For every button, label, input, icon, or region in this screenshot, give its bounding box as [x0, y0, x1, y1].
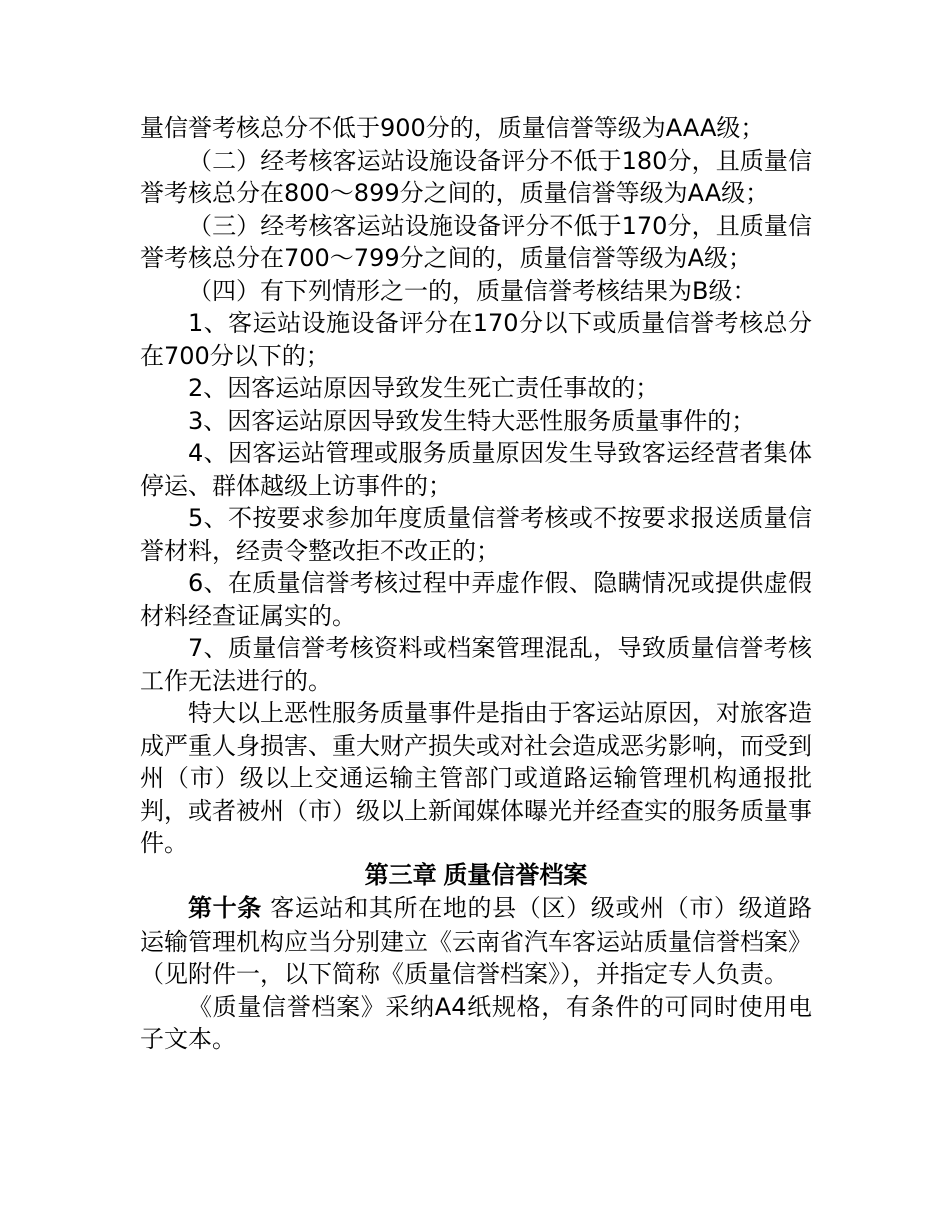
- paragraph-sub-2: 2、因客运站原因导致发生死亡责任事故的；: [188, 374, 660, 402]
- paragraph-sub-3: 3、因客运站原因导致发生特大恶性服务质量事件的；: [188, 406, 756, 435]
- paragraph-item-2: （二）经考核客运站设施设备评分不低于180分，且质量信誉考核总分在800～899分之间的，质量信誉等级为AA级；: [140, 146, 812, 207]
- paragraph-sub-7: 7、质量信誉考核资料或档案管理混乱，导致质量信誉考核工作无法进行的。: [140, 634, 812, 695]
- paragraph-archive-format: 《质量信誉档案》采纳A4纸规格，有条件的可同时使用电子文本。: [140, 992, 812, 1053]
- paragraph-definition: 特大以上恶性服务质量事件是指由于客运站原因，对旅客造成严重人身损害、重大财产损失或对社会造成恶劣影响，而受到州（市）级以上交通运输主管部门或道路运输管理机构通报批判，或者被州（市）级以上新闻媒体曝光并经查实的服务质量事件。: [140, 699, 812, 857]
- document-page: [140, 112, 812, 1056]
- paragraph-article-10: [140, 892, 812, 991]
- paragraph-sub-6: 6、在质量信誉考核过程中弄虚作假、隐瞒情况或提供虚假材料经查证属实的。: [140, 569, 812, 630]
- article-10-label: 第十条: [188, 895, 262, 922]
- paragraph-item-4: （四）有下列情形之一的，质量信誉考核结果为B级：: [188, 276, 757, 305]
- article-10-text: 客运站和其所在地的县（区）级或州（市）级道路运输管理机构应当分别建立《云南省汽车客运站质量信誉档案》（见附件一，以下简称《质量信誉档案》），并指定专人负责。: [140, 894, 812, 988]
- chapter-heading: 第三章 质量信誉档案: [364, 861, 588, 889]
- paragraph-continuation: 量信誉考核总分不低于900分的，质量信誉等级为AAA级；: [140, 114, 765, 142]
- paragraph-sub-5: 5、不按要求参加年度质量信誉考核或不按要求报送质量信誉材料，经责令整改拒不改正的；: [140, 504, 812, 565]
- paragraph-item-3: （三）经考核客运站设施设备评分不低于170分，且质量信誉考核总分在700～799分之间的，质量信誉等级为A级；: [140, 211, 812, 272]
- paragraph-sub-4: 4、因客运站管理或服务质量原因发生导致客运经营者集体停运、群体越级上访事件的；: [140, 439, 812, 500]
- paragraph-sub-1: 1、客运站设施设备评分在170分以下或质量信誉考核总分在700分以下的；: [140, 309, 812, 370]
